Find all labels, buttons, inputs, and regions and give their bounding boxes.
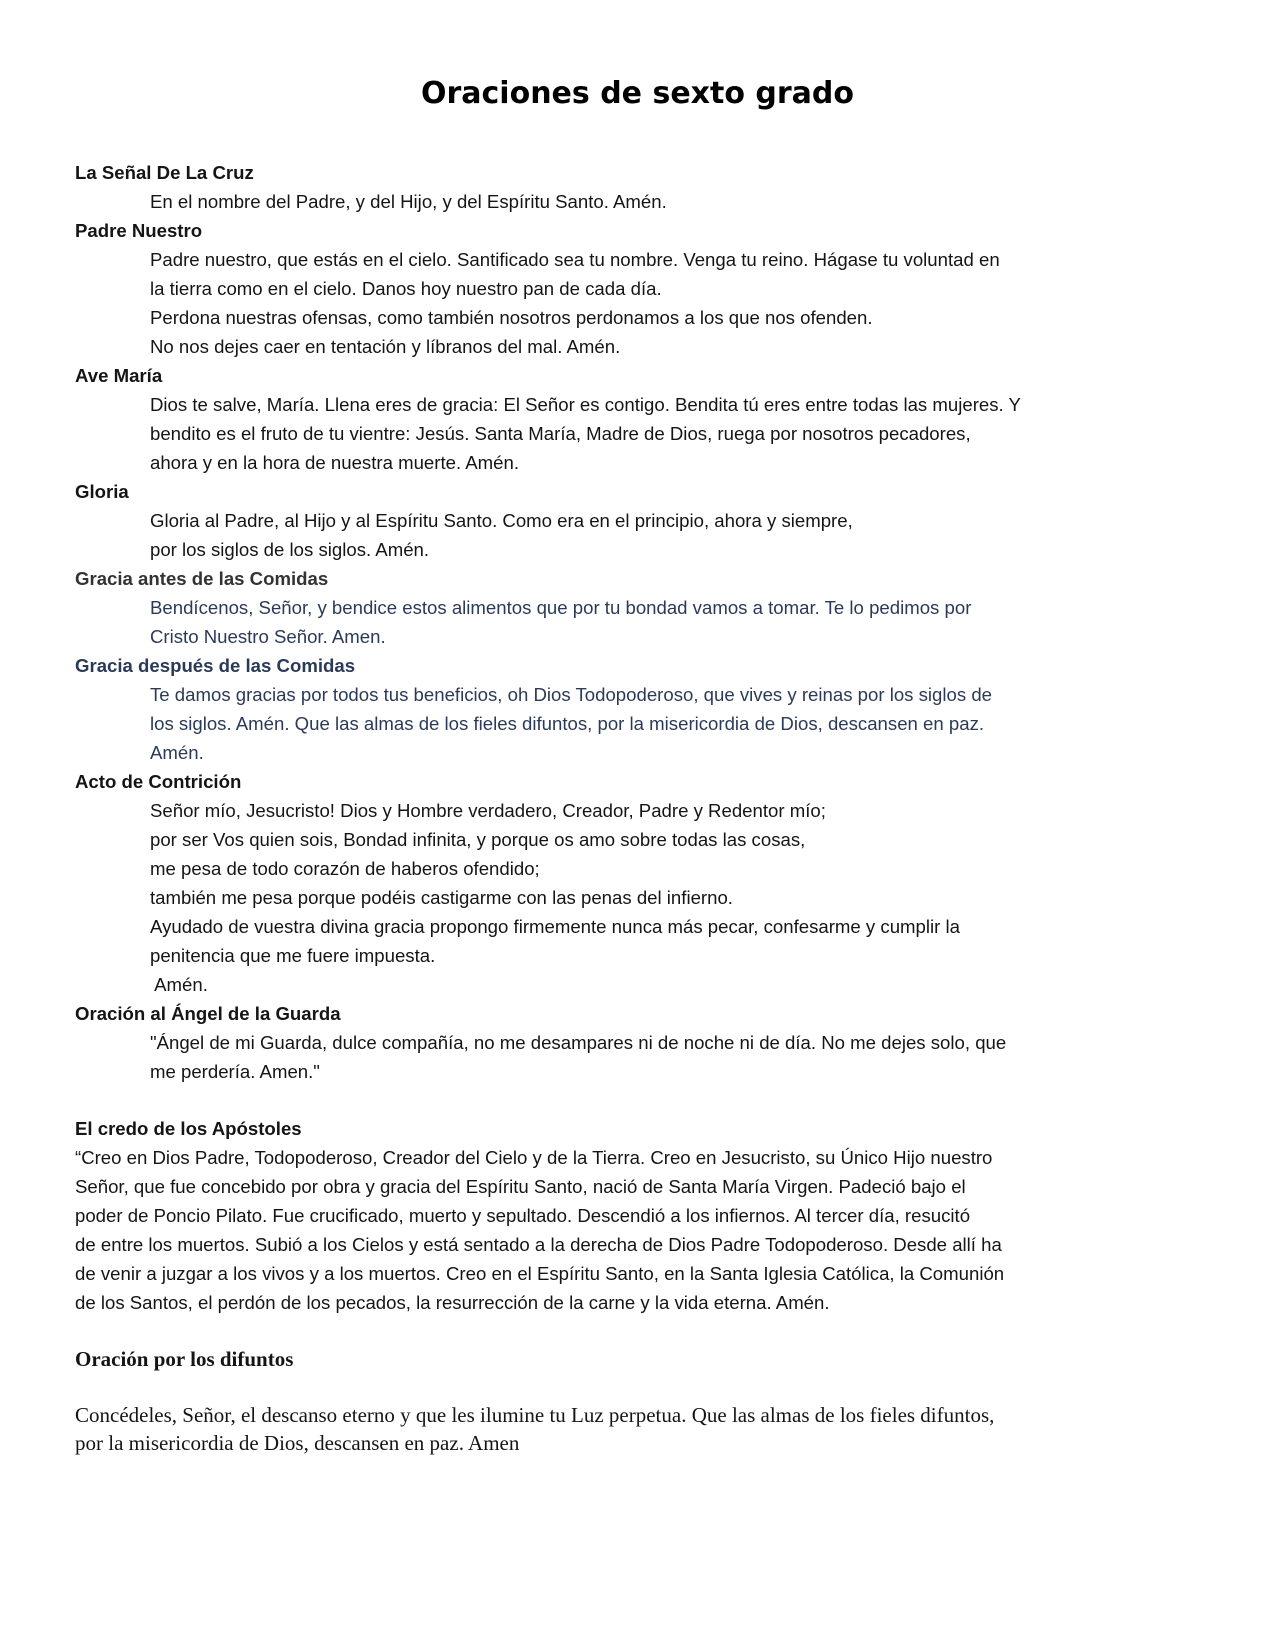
prayer-text-line: por la misericordia de Dios, descansen en paz. Amen [75, 1431, 520, 1455]
prayer-text-line: Ayudado de vuestra divina gracia propongo firmemente nunca más pecar, confesarme y cumplir la [150, 916, 960, 937]
prayer-text-line: Te damos gracias por todos tus beneficios, oh Dios Todopoderoso, que vives y reinas por los siglos de [150, 684, 993, 705]
section-heading: Gracia después de las Comidas [75, 655, 356, 676]
prayer-text-line: bendito es el fruto de tu vientre: Jesús. Santa María, Madre de Dios, ruega por nosotros pecadores, [150, 423, 971, 444]
prayer-text-line: Gloria al Padre, al Hijo y al Espíritu Santo. Como era en el principio, ahora y siempre, [150, 510, 853, 531]
prayer-text-line: también me pesa porque podéis castigarme con las penas del infierno. [150, 887, 733, 908]
prayer-text-line: Dios te salve, María. Llena eres de gracia: El Señor es contigo. Bendita tú eres entre todas las mujeres. Y [150, 394, 1021, 415]
section-heading: La Señal De La Cruz [75, 162, 254, 183]
prayer-text-line: Amén. [150, 974, 208, 995]
prayer-text-line: Señor mío, Jesucristo! Dios y Hombre verdadero, Creador, Padre y Redentor mío; [150, 800, 826, 821]
prayer-text-line: “Creo en Dios Padre, Todopoderoso, Creador del Cielo y de la Tierra. Creo en Jesucristo, su Único Hijo nuestro [75, 1147, 993, 1168]
prayer-text-line: No nos dejes caer en tentación y líbranos del mal. Amén. [150, 336, 621, 357]
prayer-text-line: por los siglos de los siglos. Amén. [150, 539, 430, 560]
section-heading: Oración por los difuntos [75, 1347, 294, 1371]
section-heading: El credo de los Apóstoles [75, 1118, 302, 1139]
prayer-text-line: Bendícenos, Señor, y bendice estos alimentos que por tu bondad vamos a tomar. Te lo pedimos por [150, 597, 972, 618]
prayer-text-line: de entre los muertos. Subió a los Cielos y está sentado a la derecha de Dios Padre Todopoderoso. Desde allí ha [75, 1234, 1002, 1255]
prayer-text-line: Perdona nuestras ofensas, como también nosotros perdonamos a los que nos ofenden. [150, 307, 873, 328]
prayer-text-line: me pesa de todo corazón de haberos ofendido; [150, 858, 540, 879]
prayer-text-line: "Ángel de mi Guarda, dulce compañía, no me desampares ni de noche ni de día. No me dejes solo, que [150, 1032, 1007, 1053]
prayer-text-line: Cristo Nuestro Señor. Amen. [150, 626, 386, 647]
prayer-text-line: la tierra como en el cielo. Danos hoy nuestro pan de cada día. [150, 278, 662, 299]
prayer-text-line: poder de Poncio Pilato. Fue crucificado, muerto y sepultado. Descendió a los infiernos. Al tercer día, resucitó [75, 1205, 971, 1226]
prayer-text-line: Señor, que fue concebido por obra y gracia del Espíritu Santo, nació de Santa María Virgen. Padeció bajo el [75, 1176, 966, 1197]
prayer-text-line: ahora y en la hora de nuestra muerte. Amén. [150, 452, 519, 473]
prayer-text-line: En el nombre del Padre, y del Hijo, y del Espíritu Santo. Amén. [150, 191, 667, 212]
prayer-text-line: me perdería. Amen." [150, 1061, 320, 1082]
section-heading: Gloria [75, 481, 129, 502]
prayer-text-line: por ser Vos quien sois, Bondad infinita, y porque os amo sobre todas las cosas, [150, 829, 806, 850]
prayer-text-line: de venir a juzgar a los vivos y a los muertos. Creo en el Espíritu Santo, en la Santa Iglesia Católica, la Comunión [75, 1263, 1005, 1284]
prayer-text-line: penitencia que me fuere impuesta. [150, 945, 436, 966]
section-heading: Padre Nuestro [75, 220, 203, 241]
prayer-text-line: Amén. [150, 742, 204, 763]
section-heading: Gracia antes de las Comidas [75, 568, 329, 589]
page-title: Oraciones de sexto grado [420, 76, 855, 111]
prayer-text-line: de los Santos, el perdón de los pecados, la resurrección de la carne y la vida eterna. Amén. [75, 1292, 830, 1313]
section-heading: Acto de Contrición [75, 771, 242, 792]
section-heading: Oración al Ángel de la Guarda [75, 1003, 341, 1024]
prayer-text-line: los siglos. Amén. Que las almas de los fieles difuntos, por la misericordia de Dios, descansen en paz. [150, 713, 985, 734]
section-heading: Ave María [75, 365, 163, 386]
prayer-text-line: Padre nuestro, que estás en el cielo. Santificado sea tu nombre. Venga tu reino. Hágase tu voluntad en [150, 249, 1000, 270]
prayer-text-line: Concédeles, Señor, el descanso eterno y que les ilumine tu Luz perpetua. Que las almas de los fieles difuntos, [75, 1403, 995, 1427]
